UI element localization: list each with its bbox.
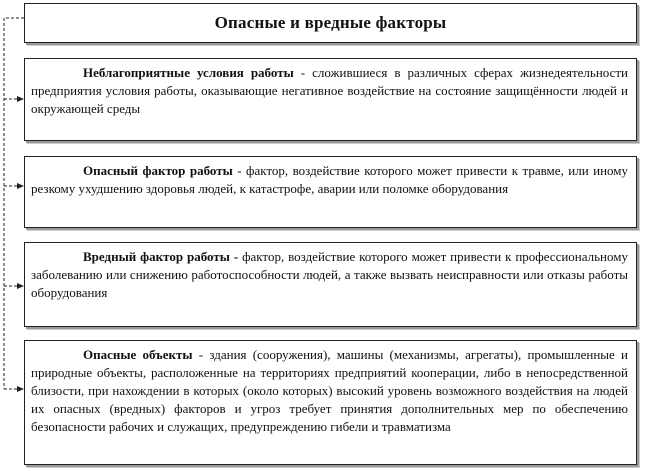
definition-text bbox=[25, 341, 636, 436]
definition-body: - фактор, воздействие которого может привести к травме, или иному резкому ухудшению здоровья людей, к катастрофе, аварии или поломке оборудования bbox=[31, 163, 629, 196]
definition-term: Опасный фактор работы bbox=[83, 163, 233, 178]
definition-body: фактор, воздействие которого может привести к профессиональному заболеванию или снижению работоспособности людей, а также вызвать неисправности или отказы работы оборудования bbox=[31, 249, 628, 300]
definition-term: Вредный фактор работы - bbox=[83, 249, 239, 264]
definition-box-dangerous-factor bbox=[24, 156, 637, 228]
definition-text bbox=[25, 59, 636, 118]
definition-text bbox=[25, 157, 636, 198]
definition-box-dangerous-objects bbox=[24, 340, 637, 465]
definition-text bbox=[25, 243, 636, 302]
definition-body: - сложившиеся в различных сферах жизнедеятельности предприятия условия работы, оказывающие негативное воздействие на состояние защищённости людей и окружающей среды bbox=[31, 65, 629, 116]
definition-body: - здания (сооружения), машины (механизмы, агрегаты), промышленные и природные объекты, расположенные на территориях предприятий кооперации, либо в непосредственной близости, при нахождении в которых (около которых) высокий уровень возможного воздействия на людей их опасных (вредных) факторов и угроз требует принятия дополнительных мер по обеспечению безопасности рабочих и служащих, предупреждению гибели и травматизма bbox=[31, 347, 628, 434]
arrowhead-4 bbox=[17, 386, 24, 392]
definition-box-unfavorable-conditions bbox=[24, 58, 637, 141]
definition-term: Неблагоприятные условия работы bbox=[83, 65, 294, 80]
title-box bbox=[24, 3, 637, 43]
arrowhead-3 bbox=[17, 283, 24, 289]
definition-term: Опасные объекты bbox=[83, 347, 193, 362]
diagram-title: Опасные и вредные факторы bbox=[214, 13, 447, 32]
definition-box-harmful-factor bbox=[24, 242, 637, 327]
arrowhead-1 bbox=[17, 96, 24, 102]
arrowhead-2 bbox=[17, 183, 24, 189]
